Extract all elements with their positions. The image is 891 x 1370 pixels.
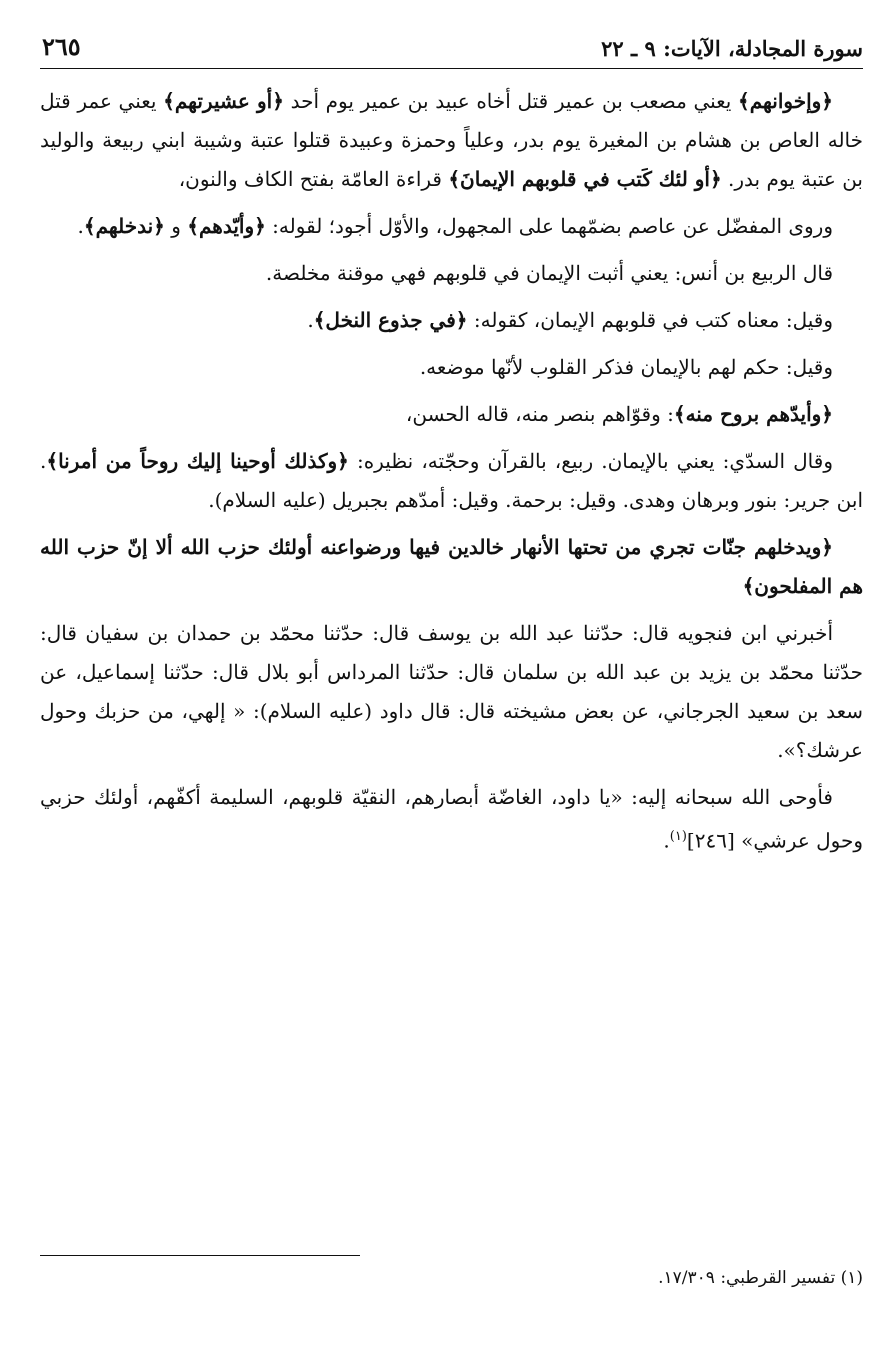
quran-quote: ﴿وكذلك أوحينا إليك روحاً من أمرنا﴾ — [46, 449, 349, 473]
running-title: سورة المجادلة، الآيات: ٩ ـ ٢٢ — [601, 36, 863, 61]
text-run: قال الربيع بن أنس: يعني أثبت الإيمان في قلوبهم فهي موقنة مخلصة. — [265, 261, 833, 285]
text-run: قراءة العامّة بفتح الكاف والنون، — [178, 167, 449, 191]
paragraph — [40, 254, 863, 293]
text-run: و — [164, 214, 188, 238]
quran-quote: ﴿أو لئك كَتب في قلوبهم الإيمانَ﴾ — [448, 167, 722, 191]
paragraph — [40, 82, 863, 199]
text-run: أخبرني ابن فنجويه قال: حدّثنا عبد الله بن يوسف قال: حدّثنا محمّد بن حمدان بن سفيان قال: حدّثنا محمّد بن يزيد بن عبد الله بن سلمان قال: حدّثنا المرداس أبو بلال قال: حدّثنا إسماعيل، عن سعد بن سعيد الجرجاني، عن بعض مشيخته قال: قال داود (عليه السلام): « إلهي، من حزبك وحول عرشك؟». — [40, 621, 863, 762]
page-number: ٢٦٥ — [42, 32, 81, 61]
quran-quote: ﴿في جذوع النخل﴾ — [313, 308, 468, 332]
paragraph — [40, 442, 863, 520]
quran-quote: ﴿ندخلهم﴾ — [83, 214, 165, 238]
footnote: (١) تفسير القرطبي: ١٧/٣٠٩. — [658, 1268, 863, 1288]
text-run: . — [663, 828, 670, 853]
paragraph — [40, 778, 863, 861]
header-rule — [40, 68, 863, 69]
quran-quote: ﴿وأيّدهم﴾ — [187, 214, 266, 238]
text-run: فأوحى الله سبحانه إليه: «يا داود، الغاضّة أبصارهم، النقيّة قلوبهم، السليمة أكفّهم، أولئك حزبي وحول عرشي» [٢٤٦] — [40, 785, 863, 853]
text-run: وقيل: معناه كتب في قلوبهم الإيمان، كقوله: — [467, 308, 833, 332]
paragraph — [40, 348, 863, 387]
text-run: . — [307, 308, 314, 332]
text-run: وقال السدّي: يعني بالإيمان. ربيع، بالقرآن وحجّته، نظيره: — [348, 449, 833, 473]
paragraph — [40, 395, 863, 434]
text-run: يعني عمر قتل خاله العاص بن هشام بن المغيرة يوم بدر، وعلياً وحمزة وعبيدة قتلوا عتبة وشيبة ابني ربيعة والوليد بن عتبة يوم بدر. — [40, 89, 863, 191]
quran-quote: ﴿وإخوانهم﴾ — [738, 89, 834, 113]
text-run: . ابن جرير: بنور وبرهان وهدى. وقيل: برحمة. وقيل: أمدّهم بجبريل (عليه السلام). — [40, 449, 863, 512]
quran-quote: ﴿أو عشيرتهم﴾ — [163, 89, 284, 113]
body-text — [40, 82, 863, 869]
text-run: وقيل: حكم لهم بالإيمان فذكر القلوب لأنّها موضعه. — [419, 355, 833, 379]
quran-quote: ﴿ويدخلهم جنّات تجري من تحتها الأنهار خالدين فيها ورضواعنه أولئك حزب الله ألا إنّ حزب الله هم المفلحون﴾ — [40, 535, 863, 598]
text-run: يعني مصعب بن عمير قتل أخاه عبيد بن عمير يوم أحد — [283, 89, 739, 113]
paragraph — [40, 614, 863, 770]
quran-quote: ﴿وأيدّهم بروح منه﴾ — [673, 402, 833, 426]
text-run: . — [77, 214, 84, 238]
quran-verse-paragraph — [40, 528, 863, 606]
paragraph — [40, 301, 863, 340]
paragraph — [40, 207, 863, 246]
text-run: : وقوّاهم بنصر منه، قاله الحسن، — [405, 402, 674, 426]
text-run: وروى المفضّل عن عاصم بضمّهما على المجهول، والأوّل أجود؛ لقوله: — [265, 214, 833, 238]
footnote-rule — [40, 1255, 360, 1256]
book-page — [40, 0, 863, 1370]
page-header — [40, 28, 863, 68]
footnote-marker: (١) — [669, 829, 687, 844]
